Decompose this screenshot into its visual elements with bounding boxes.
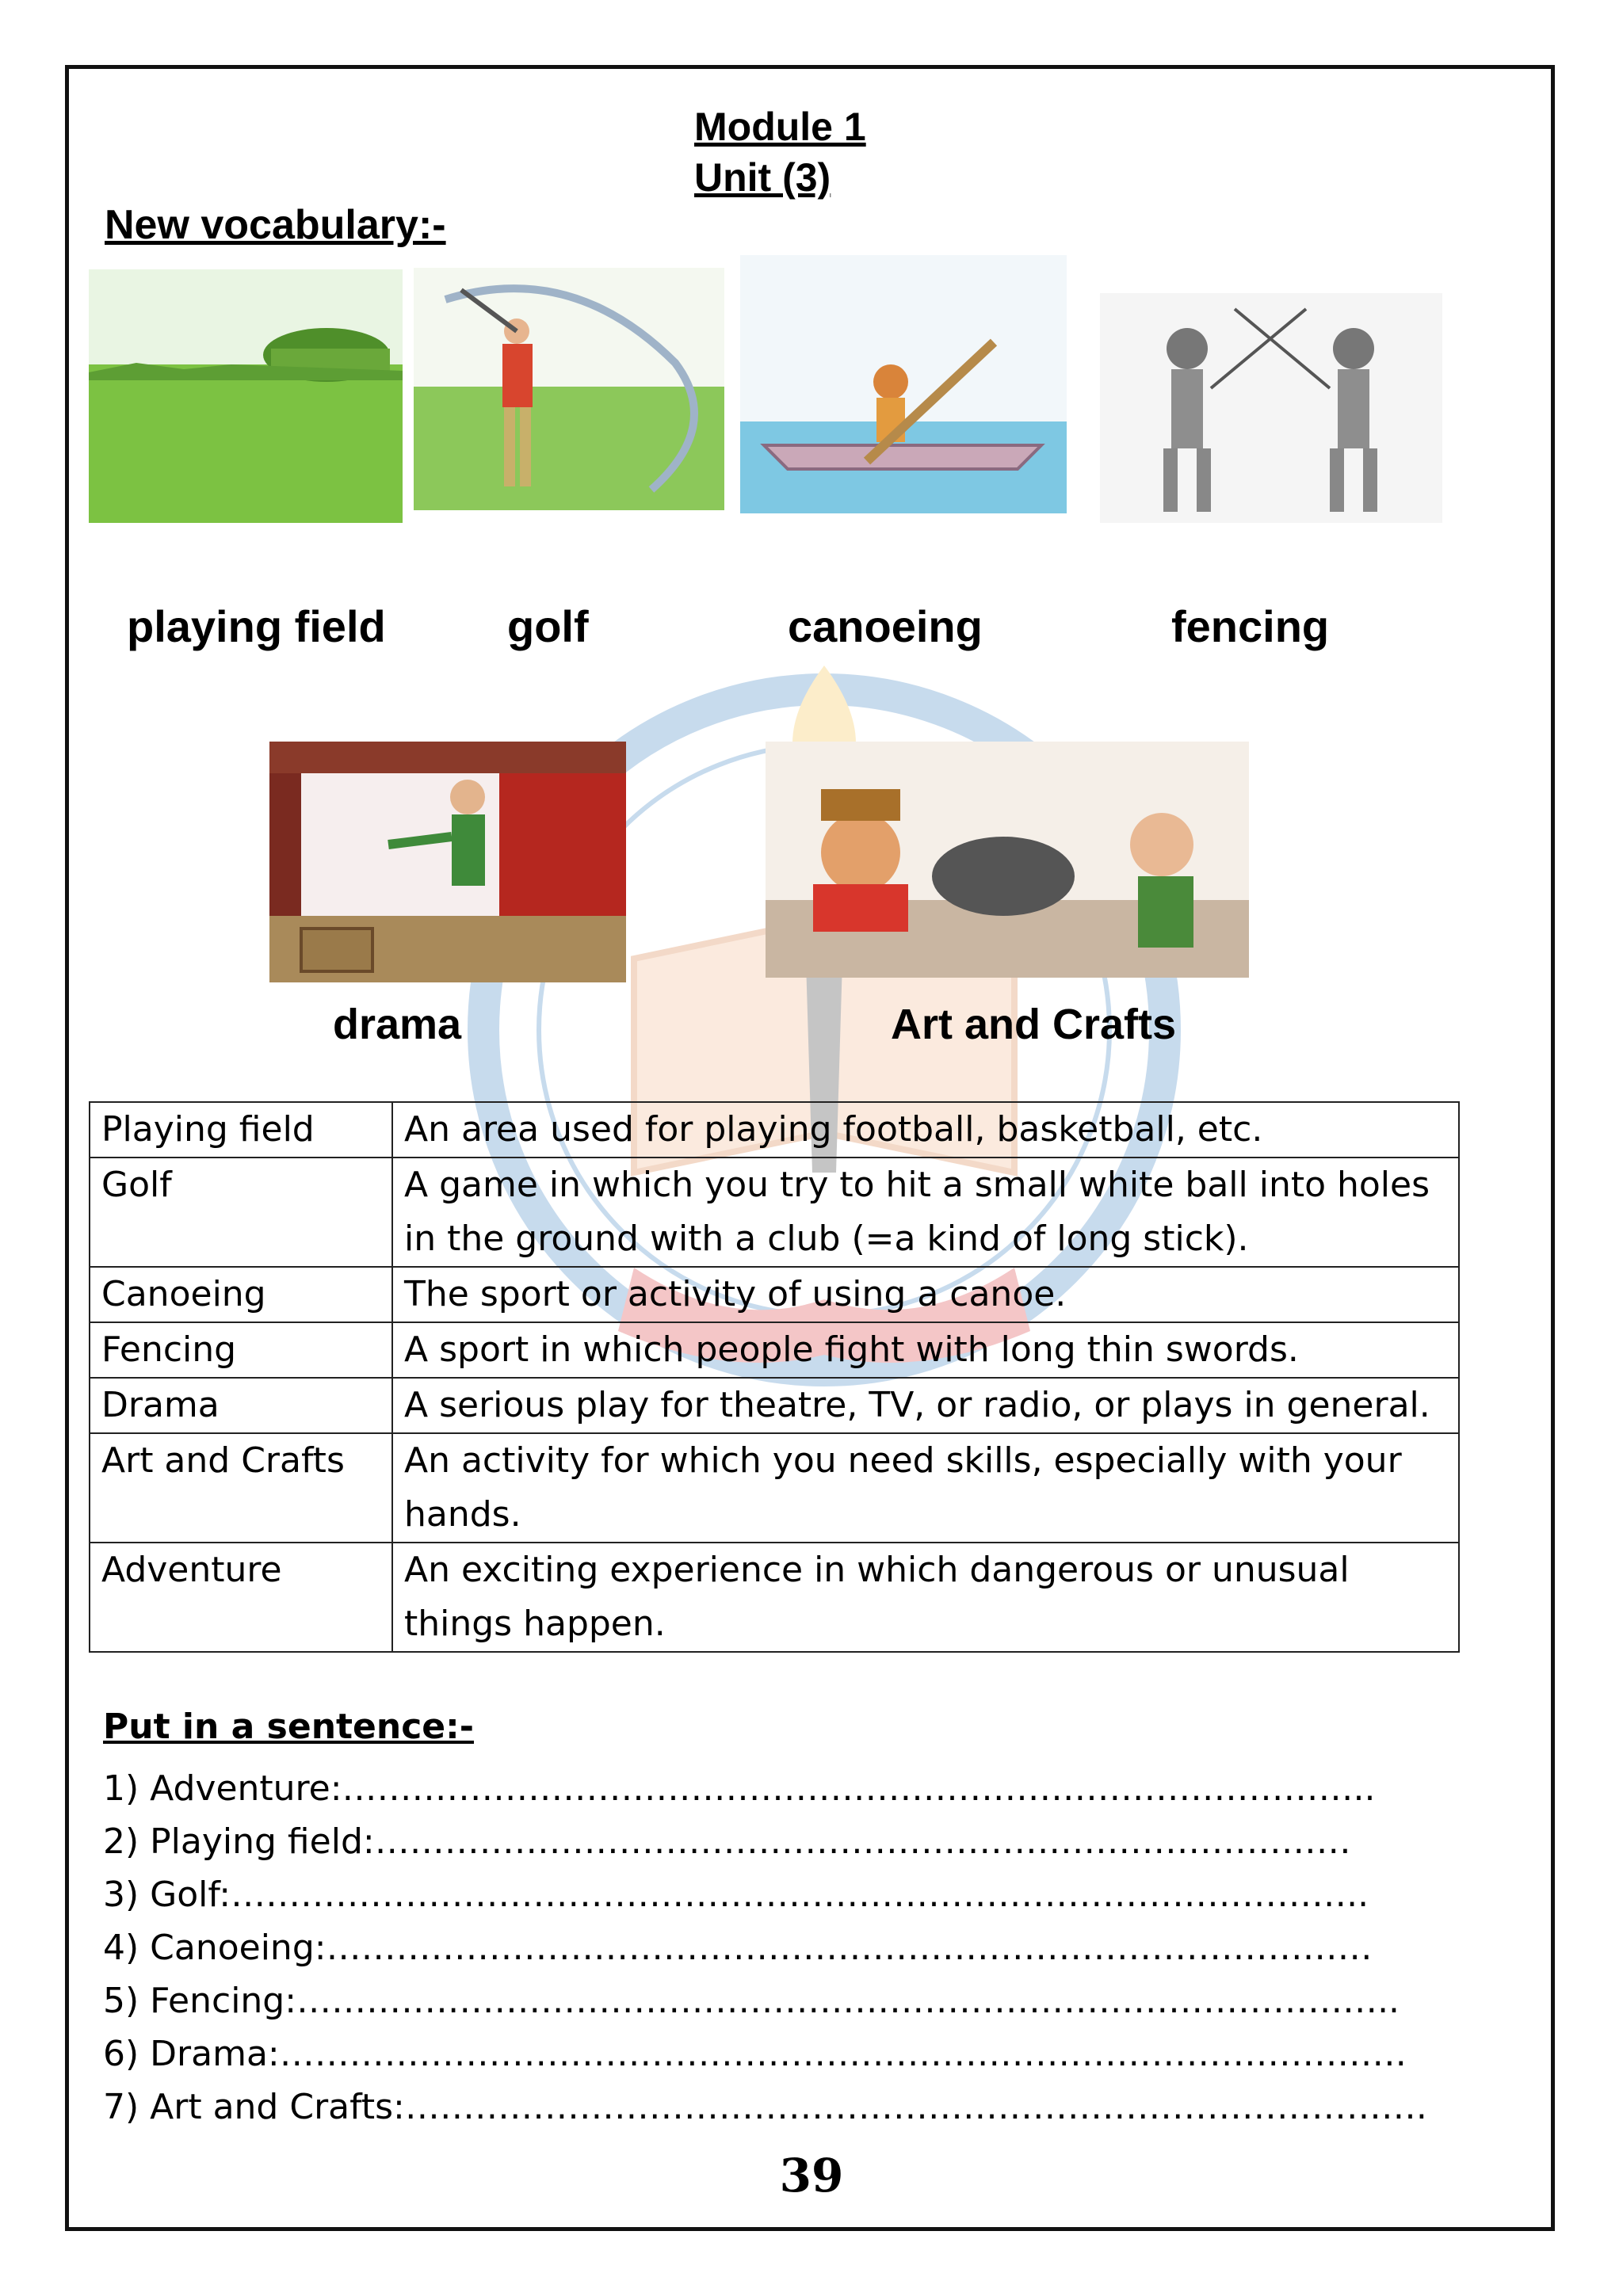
fencers-picture	[1100, 293, 1442, 523]
definition-cell: An exciting experience in which dangerous or unusual things happen.	[392, 1543, 1459, 1652]
definition-cell: An activity for which you need skills, especially with your hands.	[392, 1433, 1459, 1543]
definition-cell: A game in which you try to hit a small white ball into holes in the ground with a club (=a kind of long stick).	[392, 1158, 1459, 1267]
label-art-and-crafts: Art and Crafts	[891, 1001, 1177, 1048]
canoe-picture	[740, 255, 1067, 513]
playing-field-picture	[89, 269, 403, 523]
label-canoeing: canoeing	[788, 601, 983, 651]
table-row	[90, 1267, 1459, 1322]
term-cell: Fencing	[90, 1322, 392, 1378]
term-cell: Golf	[90, 1158, 392, 1267]
label-drama: drama	[333, 1001, 462, 1048]
label-fencing: fencing	[1171, 601, 1330, 651]
label-golf: golf	[507, 601, 589, 651]
definition-cell: An area used for playing football, basketball, etc.	[392, 1102, 1459, 1158]
exercise-line[interactable]: 6) Drama:…………………………………………………………………………………….	[103, 2034, 1407, 2074]
term-cell: Drama	[90, 1378, 392, 1433]
exercise-line[interactable]: 1) Adventure:……………………………………………………………………………..	[103, 1768, 1376, 1809]
golfer-picture	[414, 268, 724, 510]
module-heading	[694, 101, 866, 203]
table-row	[90, 1102, 1459, 1158]
label-playing-field: playing field	[127, 601, 386, 651]
table-row	[90, 1322, 1459, 1378]
sentence-exercise-list	[103, 1762, 1427, 2134]
exercise-line[interactable]: 2) Playing field:…………………………………………………………………………	[103, 1821, 1351, 1862]
exercise-line[interactable]: 3) Golf:……………………………………………………………………………………..	[103, 1875, 1369, 1915]
exercise-line[interactable]: 5) Fencing:…………………………………………………………………………………..	[103, 1981, 1400, 2021]
table-row	[90, 1543, 1459, 1652]
table-row	[90, 1378, 1459, 1433]
module-label: Module 1	[694, 105, 866, 149]
new-vocabulary-heading: New vocabulary:-	[105, 202, 446, 248]
definition-cell: The sport or activity of using a canoe.	[392, 1267, 1459, 1322]
page-number: 39	[779, 2149, 844, 2203]
term-cell: Art and Crafts	[90, 1433, 392, 1543]
unit-label: Unit (3)	[694, 155, 831, 200]
definition-cell: A sport in which people fight with long thin swords.	[392, 1322, 1459, 1378]
table-row	[90, 1158, 1459, 1267]
exercise-line[interactable]: 7) Art and Crafts:…………………………………………………………………………….	[103, 2087, 1427, 2127]
put-in-a-sentence-heading: Put in a sentence:-	[103, 1707, 474, 1747]
exercise-line[interactable]: 4) Canoeing:………………………………………………………………………………	[103, 1928, 1373, 1968]
term-cell: Playing field	[90, 1102, 392, 1158]
vocabulary-definitions-table	[89, 1101, 1460, 1653]
table-row	[90, 1433, 1459, 1543]
children-crafting-picture	[766, 742, 1249, 978]
definition-cell: A serious play for theatre, TV, or radio, or plays in general.	[392, 1378, 1459, 1433]
stage-actor-picture	[269, 742, 626, 982]
term-cell: Adventure	[90, 1543, 392, 1652]
term-cell: Canoeing	[90, 1267, 392, 1322]
